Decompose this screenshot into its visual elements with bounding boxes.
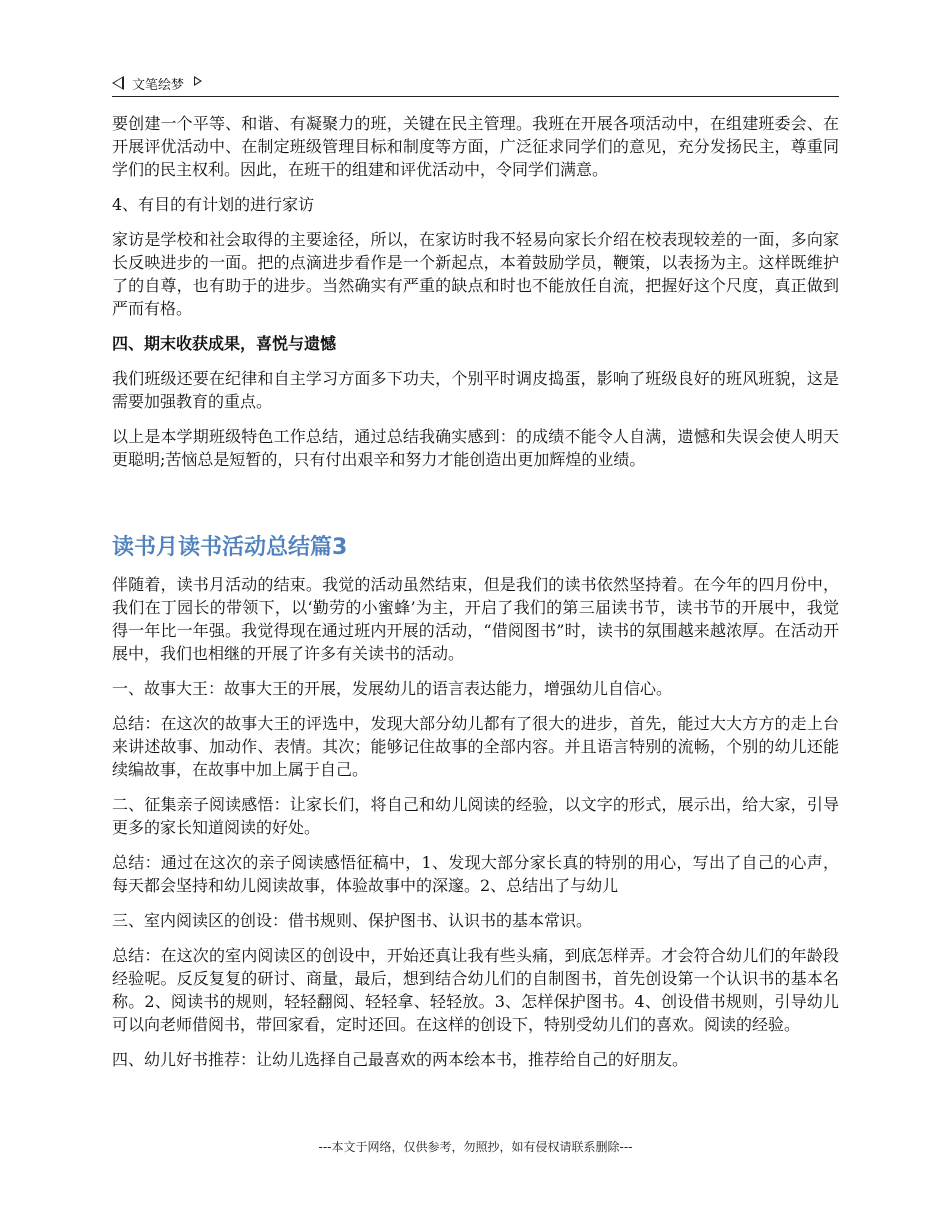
paragraph: 伴随着，读书月活动的结束。我觉的活动虽然结束，但是我们的读书依然坚持着。在今年的四月份中，我们在丁园长的带领下，以‘勤劳的小蜜蜂’为主，开启了我们的第三届读书节，读书节的开展中，我觉得一年比一年强。我觉得现在通过班内开展的活动，“借阅图书”时，读书的氛围越来越浓厚。在活动开展中，我们也相继的开展了许多有关读书的活动。 [112,575,839,663]
article-title: 读书月读书活动总结篇3 [112,535,348,560]
paragraph: 三、室内阅读区的创设：借书规则、保护图书、认识书的基本常识。 [112,911,593,930]
page-footer-notice: ---本文于网络，仅供参考，勿照抄，如有侵权请联系删除--- [318,1140,633,1154]
paragraph: 总结：在这次的室内阅读区的创设中，开始还真让我有些头痛，到底怎样弄。才会符合幼儿们的年龄段经验呢。反反复复的研讨、商量，最后，想到结合幼儿们的自制图书，首先创设第一个认识书的基本名称。2、阅读书的规则，轻轻翻阅、轻轻拿、轻轻放。3、怎样保护图书。4、创设借书规则，引导幼儿可以向老师借阅书，带回家看，定时还回。在这样的创设下，特别受幼儿们的喜欢。阅读的经验。 [112,946,839,1034]
paragraph: 二、征集亲子阅读感悟：让家长们，将自己和幼儿阅读的经验，以文字的形式，展示出，给大家，引导更多的家长知道阅读的好处。 [112,795,839,837]
header-title: 文笔绘梦 [132,77,185,93]
paragraph: 四、幼儿好书推荐：让幼儿选择自己最喜欢的两本绘本书，推荐给自己的好朋友。 [112,1050,689,1069]
paragraph: 总结：通过在这次的亲子阅读感悟征稿中，1、发现大部分家长真的特别的用心，写出了自己的心声，每天都会坚持和幼儿阅读故事，体验故事中的深邃。2、总结出了与幼儿 [112,853,839,895]
paragraph: 4、有目的有计划的进行家访 [112,195,315,214]
paragraph: 总结：在这次的故事大王的评选中，发现大部分幼儿都有了很大的进步，首先，能过大大方方的走上台来讲述故事、加动作、表情。其次；能够记住故事的全部内容。并且语言特别的流畅，个别的幼儿还能续编故事，在故事中加上属于自己。 [112,714,839,779]
triangle-right-icon [194,76,202,86]
section-heading: 四、期末收获成果，喜悦与遗憾 [112,334,337,353]
paragraph: 我们班级还要在纪律和自主学习方面多下功夫，个别平时调皮捣蛋，影响了班级良好的班风班貌，这是需要加强教育的重点。 [112,369,839,411]
paragraph: 要创建一个平等、和谐、有凝聚力的班，关键在民主管理。我班在开展各项活动中，在组建班委会、在开展评优活动中、在制定班级管理目标和制度等方面，广泛征求同学们的意见，充分发扬民主，尊重同学们的民主权利。因此，在班干的组建和评优活动中，令同学们满意。 [112,114,839,179]
document-body [112,112,839,1083]
triangle-left-icon [112,76,124,90]
paragraph: 一、故事大王：故事大王的开展，发展幼儿的语言表达能力，增强幼儿自信心。 [112,679,673,698]
paragraph: 家访是学校和社会取得的主要途径，所以，在家访时我不轻易向家长介绍在校表现较差的一面，多向家长反映进步的一面。把的点滴进步看作是一个新起点，本着鼓励学员，鞭策，以表扬为主。这样既维护了的自尊，也有助于的进步。当然确实有严重的缺点和时也不能放任自流，把握好这个尺度，真正做到严而有格。 [112,230,839,318]
page-header [112,70,839,97]
paragraph: 以上是本学期班级特色工作总结，通过总结我确实感到：的成绩不能令人自满，遗憾和失误会使人明天更聪明;苦恼总是短暂的，只有付出艰辛和努力才能创造出更加辉煌的业绩。 [112,427,839,469]
